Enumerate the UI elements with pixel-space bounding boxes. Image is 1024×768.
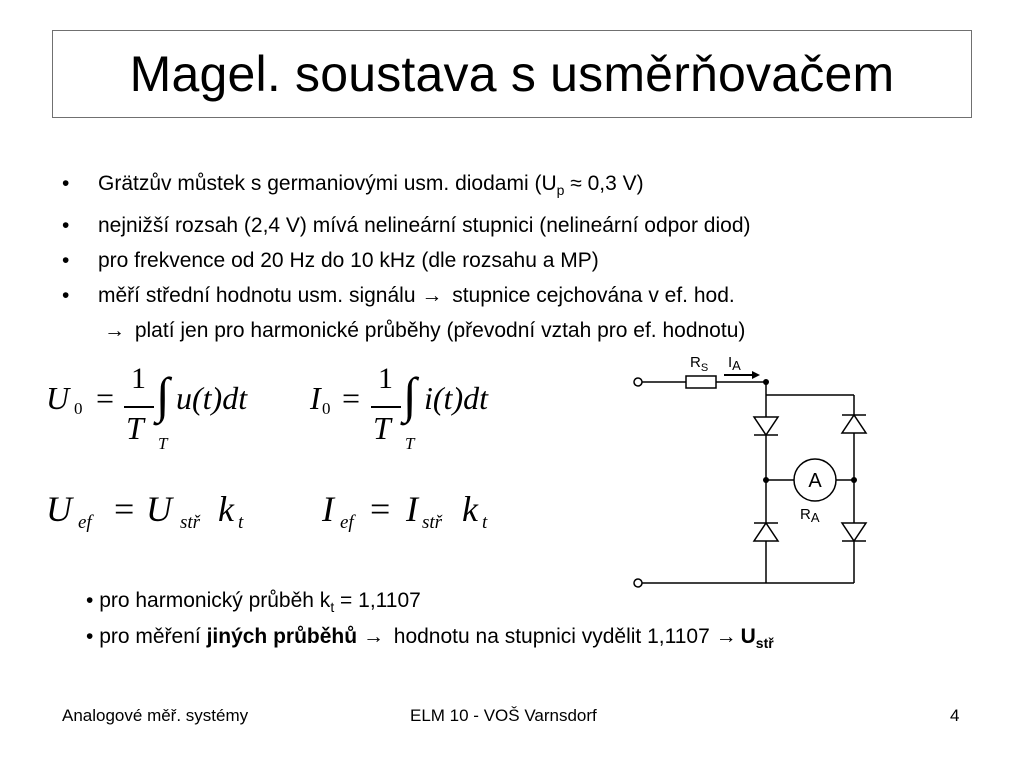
arrow-icon: →: [715, 625, 737, 649]
arrow-icon: →: [421, 284, 443, 308]
ief-lhs-sub: ef: [340, 512, 354, 533]
diode-top-left-icon: [754, 417, 778, 435]
svg-text:IA: [728, 354, 741, 373]
input-terminal-top: [634, 378, 642, 386]
bullet-list: [62, 166, 962, 348]
note-bold-end-sub: stř: [755, 635, 774, 652]
i0-numerator: 1: [378, 362, 393, 395]
bullet-marker: •: [62, 172, 70, 195]
bullet-item-2: [62, 208, 962, 243]
i0-integral: ∫: [403, 367, 417, 423]
u0-integrand: u(t)dt: [176, 380, 248, 416]
note-text: pro harmonický průběh k: [93, 589, 331, 612]
note-2: [86, 622, 986, 658]
uef-lhs: U: [46, 489, 72, 529]
ief-lhs: I: [322, 489, 334, 529]
bullet-subline: [62, 313, 962, 348]
i0-lhs-sub: 0: [322, 399, 331, 418]
arrow-icon: →: [362, 625, 384, 649]
u0-fraction-bar: [124, 406, 154, 408]
resistor-rs: [686, 376, 716, 388]
i0-lhs: I: [310, 380, 321, 416]
ief-rhs-sub: stř: [422, 512, 443, 533]
note-text: pro měření: [93, 625, 207, 649]
note-bold: jiných průběhů: [206, 625, 358, 649]
u0-integral-sub: T: [158, 434, 168, 453]
bullet-item-4: [62, 278, 962, 313]
u0-equals: =: [96, 380, 115, 416]
bullet-marker: •: [62, 249, 70, 273]
u0-integral: ∫: [156, 367, 170, 423]
bullet-tail: stupnice cejchována v ef. hod.: [446, 284, 735, 308]
i0-denominator: T: [373, 410, 391, 446]
svg-text:RA: [800, 506, 820, 525]
note-bold-end: [740, 625, 774, 652]
ief-k-sub: t: [482, 512, 488, 533]
bullet-text: pro frekvence od 20 Hz do 10 kHz (dle rozsahu a MP): [98, 249, 599, 273]
ammeter-label: A: [808, 470, 822, 492]
bullet-text: měří střední hodnotu usm. signálu: [98, 284, 416, 308]
bullet-sub: p: [556, 182, 565, 199]
ief-equals: =: [370, 489, 391, 529]
uef-k-sub: t: [238, 512, 244, 533]
footer-page-number: 4: [950, 706, 960, 725]
ra-sub: A: [810, 510, 820, 525]
uef-equals: =: [114, 489, 135, 529]
bullet-marker: •: [62, 284, 70, 308]
ia-label: I: [728, 354, 733, 371]
diode-bottom-left-icon: [754, 523, 778, 541]
footer-left: Analogové měř. systémy: [62, 706, 249, 725]
i0-fraction-bar: [371, 406, 401, 408]
notes: [86, 586, 986, 658]
diode-top-right-icon: [842, 415, 866, 433]
note-sub: t: [330, 599, 335, 616]
note-bold-end-main: U: [740, 625, 756, 649]
footer-center: ELM 10 - VOŠ Varnsdorf: [410, 706, 597, 725]
note-marker: •: [86, 589, 94, 612]
ief-rhs: I: [406, 489, 418, 529]
i0-integrand: i(t)dt: [424, 380, 488, 416]
note-1: [86, 586, 986, 622]
ief-k: k: [462, 489, 478, 529]
i0-equals: =: [342, 380, 361, 416]
bullet-marker: •: [62, 214, 70, 238]
arrow-icon: →: [104, 319, 125, 343]
slide-title: Magel. soustava s usměrňovačem: [129, 46, 895, 102]
bullet-text: Grätzův můstek s germaniovými usm. diodami (U: [98, 172, 557, 195]
uef-rhs: U: [146, 489, 172, 529]
title-box: [52, 30, 972, 118]
svg-text:RS: [690, 354, 708, 374]
ra-label: R: [800, 506, 811, 523]
note-mid: hodnotu na stupnici vydělit 1,1107: [387, 625, 716, 649]
bullet-item-3: [62, 243, 962, 278]
uef-k: k: [218, 489, 234, 529]
note-tail: = 1,1107: [334, 589, 421, 612]
bridge-rectifier-diagram: [620, 345, 890, 595]
u0-lhs-sub: 0: [74, 399, 83, 418]
bullet-tail: ≈ 0,3 V): [564, 172, 644, 195]
uef-rhs-sub: stř: [180, 512, 201, 533]
rs-sub: S: [700, 362, 709, 374]
bullet-item-1: [62, 166, 962, 208]
note-marker: •: [86, 625, 94, 649]
bullet-text: nejnižší rozsah (2,4 V) mívá nelineární stupnici (nelineární odpor diod): [98, 214, 751, 238]
rs-label: R: [690, 354, 701, 371]
subline-text: platí jen pro harmonické průběhy (převodní vztah pro ef. hodnotu): [129, 319, 746, 343]
diode-bottom-right-icon: [842, 523, 866, 541]
u0-numerator: 1: [131, 362, 146, 395]
ia-sub: A: [732, 358, 741, 373]
uef-lhs-sub: ef: [78, 512, 92, 533]
i0-integral-sub: T: [405, 434, 415, 453]
u0-denominator: T: [126, 410, 144, 446]
u0-lhs: U: [46, 380, 70, 416]
